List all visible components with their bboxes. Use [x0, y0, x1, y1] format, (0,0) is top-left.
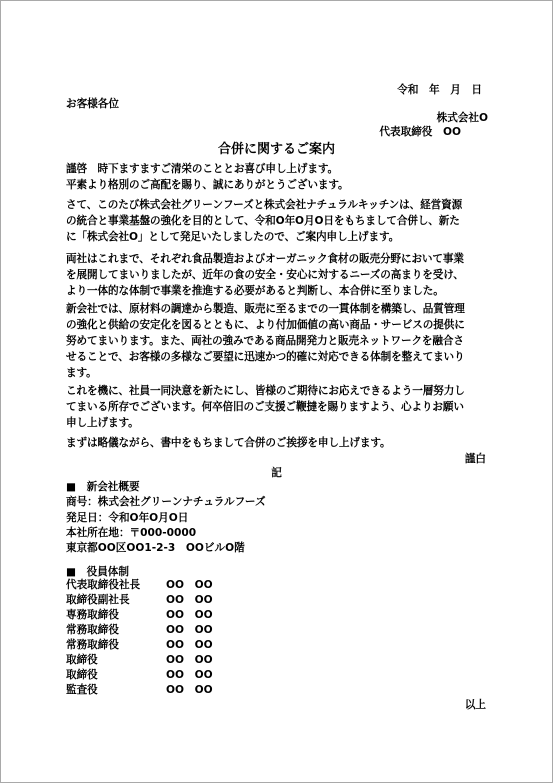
greeting-line: 平素より格別のご高配を賜り、誠にありがとうございます。	[66, 179, 349, 191]
officer-role: 取締役	[66, 669, 98, 681]
paragraph-line: まずは略儀ながら、書中をもちまして合併のご挨拶を申し上げます。	[66, 437, 391, 449]
closing-word: 謹白	[464, 453, 486, 465]
ki-mark: 記	[271, 467, 282, 479]
officer-role: 専務取締役	[66, 609, 119, 621]
officer-name: OO OO	[166, 624, 213, 636]
document-title: 合併に関するご案内	[217, 142, 335, 157]
officer-name: OO OO	[166, 579, 213, 591]
paragraph-line: に「株式会社O」として発足いたしましたので、ご案内申し上げます。	[66, 231, 400, 243]
overview-address: 東京都OO区OO1-2-3 OOビルO階	[66, 542, 245, 554]
overview-postal: 本社所在地：〒000-0000	[66, 527, 197, 539]
recipient: お客様各位	[66, 98, 119, 110]
paragraph-line: の統合と事業基盤の強化を目的として、令和O年O月O日をもちまして合併し、新た	[66, 215, 460, 227]
officer-name: OO OO	[166, 594, 213, 606]
date: 令和 年 月 日	[397, 84, 482, 96]
officer-name: OO OO	[166, 639, 213, 651]
representative: 代表取締役 OO	[379, 126, 461, 138]
paragraph-line: これを機に、社員一同決意を新たにし、皆様のご期待にお応えできるよう一層努力し	[66, 385, 465, 397]
company-name: 株式会社O	[436, 112, 488, 124]
paragraph-merger	[66, 197, 496, 245]
paragraph-line: せることで、お客様の多様なご要望に迅速かつ的確に対応できる体制を整えてまいり	[66, 351, 465, 363]
officer-row	[66, 607, 213, 622]
paragraph-line: の強化と供給の安定化を図るとともに、より付加価値の高い商品・サービスの提供に	[66, 319, 465, 331]
officer-row	[66, 622, 213, 637]
overview-start-date: 発足日：令和O年O月O日	[66, 512, 189, 524]
paragraph-line: てまいる所存でございます。何卒倍旧のご支援ご鞭撻を賜りますよう、心よりお願い	[66, 401, 464, 413]
greeting-line: 謹啓 時下ますますご清栄のこととお喜び申し上げます。	[66, 163, 338, 175]
officer-role: 常務取締役	[66, 639, 119, 651]
paragraph-line: さて、このたび株式会社グリーンフーズと株式会社ナチュラルキッチンは、経営資源	[66, 199, 463, 211]
overview-trade-name: 商号：株式会社グリーンナチュラルフーズ	[66, 496, 266, 508]
paragraph-line: ます。	[66, 367, 97, 379]
paragraph-line: 両社はこれまで、それぞれ食品製造およびオーガニック食材の販売分野において事業	[66, 253, 464, 265]
paragraph-line: 新会社では、原材料の調達から製造、販売に至るまでの一貫体制を構築し、品質管理	[66, 303, 465, 315]
officer-role: 取締役副社長	[66, 594, 130, 606]
officer-name: OO OO	[166, 684, 213, 696]
paragraph-line: を展開してまいりましたが、近年の食の安全・安心に対するニーズの高まりを受け、	[66, 269, 464, 281]
officer-name: OO OO	[166, 669, 213, 681]
greeting	[66, 161, 496, 193]
officers-heading: ■ 役員体制	[66, 566, 129, 578]
paragraph-line: 申し上げます。	[66, 417, 139, 429]
officer-row	[66, 667, 213, 682]
overview-heading: ■ 新会社概要	[66, 481, 140, 493]
officer-role: 取締役	[66, 654, 98, 666]
officer-row	[66, 577, 213, 592]
paragraph-closing	[66, 435, 496, 451]
paragraph-resolve	[66, 383, 496, 431]
paragraph-new-company	[66, 301, 496, 381]
paragraph-line: より一体的な体制で事業を推進する必要があると判断し、本合併に至りました。	[66, 285, 444, 297]
paragraph-line: 努めてまいります。また、両社の強みである商品開発力と販売ネットワークを融合さ	[66, 335, 464, 347]
officer-role: 監査役	[66, 684, 98, 696]
officer-name: OO OO	[166, 609, 213, 621]
officer-role: 常務取締役	[66, 624, 119, 636]
officer-name: OO OO	[166, 654, 213, 666]
end-mark: 以上	[464, 699, 486, 711]
officer-row	[66, 637, 213, 652]
officer-row	[66, 682, 213, 697]
officer-role: 代表取締役社長	[66, 579, 141, 591]
officer-row	[66, 592, 213, 607]
paragraph-background	[66, 251, 496, 299]
officer-row	[66, 652, 213, 667]
